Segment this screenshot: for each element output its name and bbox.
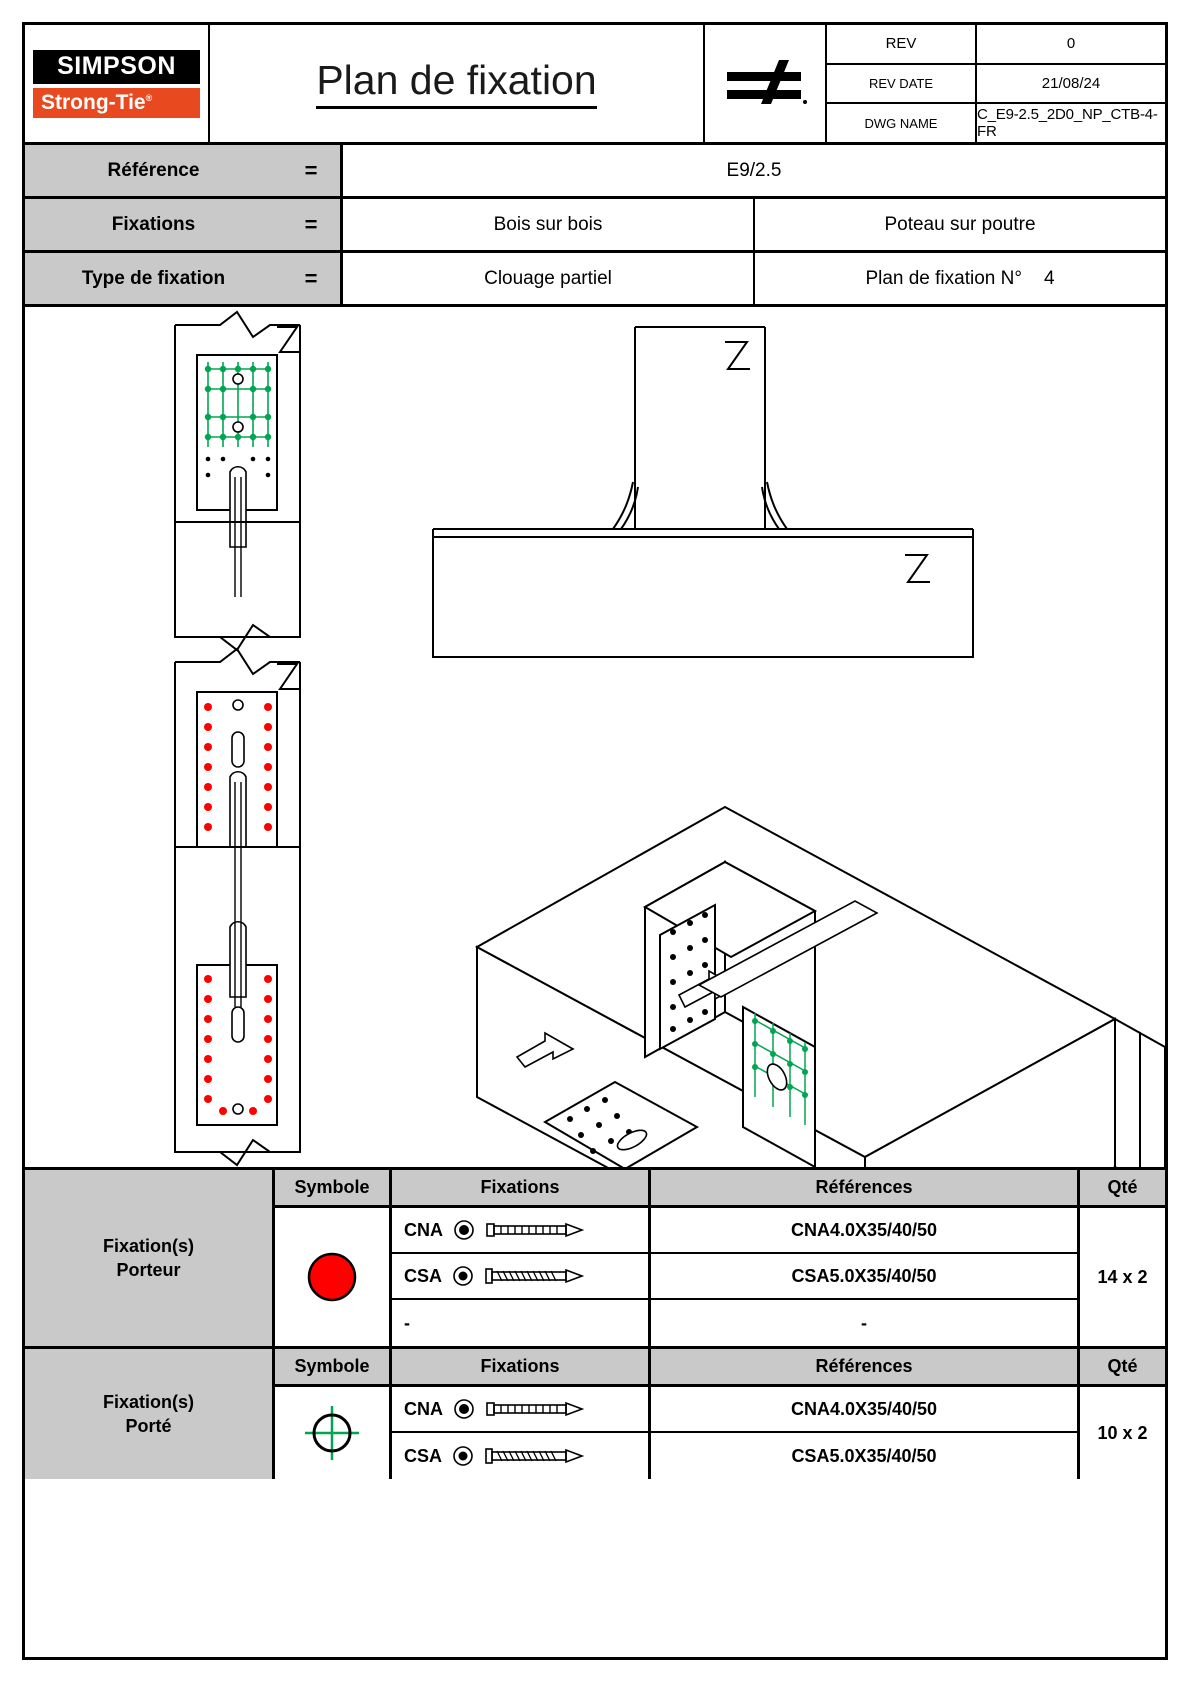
header-references: Références xyxy=(651,1170,1080,1205)
fixation-code: CSA xyxy=(404,1265,443,1286)
reference-cell: CSA5.0X35/40/50 xyxy=(651,1433,1080,1479)
type-value-1: Clouage partiel xyxy=(343,253,755,304)
plan-number-value: 4 xyxy=(1043,267,1055,289)
table-row xyxy=(392,1387,1080,1433)
type-value-2 xyxy=(755,253,1165,304)
reference-cell: CSA5.0X35/40/50 xyxy=(651,1254,1080,1298)
reference-label: Référence xyxy=(107,159,200,181)
reference-label-cell xyxy=(25,145,343,196)
dwg-name-row xyxy=(827,104,1165,142)
header-qte: Qté xyxy=(1107,1356,1138,1376)
drawing-area xyxy=(25,307,1165,1170)
rev-row xyxy=(827,25,1165,65)
rev-date-label: REV DATE xyxy=(827,65,977,103)
rev-date-value: 21/08/24 xyxy=(1041,75,1101,92)
screw-head-icon xyxy=(452,1445,474,1467)
reference-cell: CNA4.0X35/40/50 xyxy=(651,1387,1080,1431)
legend-porte-title xyxy=(25,1349,275,1479)
plan-number-label: Plan de fixation N° xyxy=(865,267,1022,289)
logo-simpson-text: SIMPSON xyxy=(33,50,200,84)
type-label: Type de fixation xyxy=(81,267,226,289)
legend-porte-header xyxy=(275,1349,1165,1387)
plate-view-bottom xyxy=(175,847,300,1165)
logo-strongtie-text: Strong-Tie® xyxy=(33,88,200,118)
revision-table xyxy=(827,25,1165,142)
fixation-code: CNA xyxy=(404,1398,443,1419)
fixations-label-cell xyxy=(25,199,343,250)
nail-icon xyxy=(485,1398,593,1420)
fixations-equals: = xyxy=(304,211,318,237)
type-equals: = xyxy=(304,265,318,291)
table-row xyxy=(392,1254,1080,1300)
brand-logo xyxy=(25,25,210,142)
header-symbole: Symbole xyxy=(275,1170,392,1205)
plate-view-top xyxy=(175,312,300,650)
front-elevation-view xyxy=(433,327,973,657)
reference-row xyxy=(25,145,1165,199)
legend-porteur-line1: Fixation(s) xyxy=(102,1235,194,1256)
nail-head-icon xyxy=(453,1398,475,1420)
type-label-cell xyxy=(25,253,343,304)
nail-head-icon xyxy=(453,1219,475,1241)
porteur-symbol-cell xyxy=(275,1208,392,1346)
porte-symbol-cell xyxy=(275,1387,392,1479)
title-block xyxy=(25,25,1165,145)
table-row xyxy=(392,1300,1080,1346)
header-references: Références xyxy=(651,1349,1080,1384)
legend-porteur-header xyxy=(275,1170,1165,1208)
rev-label: REV xyxy=(827,25,977,63)
fixations-value-2: Poteau sur poutre xyxy=(884,213,1036,235)
page-title: Plan de fixation xyxy=(316,58,596,108)
sheet-title xyxy=(210,25,705,142)
reference-value: E9/2.5 xyxy=(726,159,782,181)
fixation-code: CNA xyxy=(404,1219,443,1240)
fixations-label: Fixations xyxy=(111,213,196,235)
header-fixations: Fixations xyxy=(392,1170,651,1205)
reference-equals: = xyxy=(304,157,318,183)
technical-drawing xyxy=(25,307,1165,1167)
fixation-cell xyxy=(392,1387,651,1431)
reference-cell: CNA4.0X35/40/50 xyxy=(651,1208,1080,1252)
legend-porteur-line2: Porteur xyxy=(116,1260,181,1280)
screw-head-icon xyxy=(452,1265,474,1287)
header-fixations: Fixations xyxy=(392,1349,651,1384)
dwg-name-value: C_E9-2.5_2D0_NP_CTB-4-FR xyxy=(977,106,1158,141)
plate-view-mid xyxy=(175,649,300,867)
nail-icon xyxy=(485,1219,593,1241)
legend-porte-line1: Fixation(s) xyxy=(102,1391,194,1412)
type-row xyxy=(25,253,1165,307)
fixations-value-1: Bois sur bois xyxy=(343,199,755,250)
fixation-code: - xyxy=(404,1312,410,1333)
table-row xyxy=(392,1208,1080,1254)
legend-porteur-title xyxy=(25,1170,275,1346)
header-symbole: Symbole xyxy=(275,1349,392,1384)
not-equal-icon xyxy=(705,25,827,142)
dwg-name-label: DWG NAME xyxy=(827,104,977,142)
fixation-cell xyxy=(392,1254,651,1298)
fixations-row xyxy=(25,199,1165,253)
fixation-cell xyxy=(392,1433,651,1479)
green-crosshair-circle-icon xyxy=(301,1402,363,1464)
rev-value: 0 xyxy=(1066,35,1076,53)
porte-qty: 10 x 2 xyxy=(1097,1422,1148,1443)
table-row xyxy=(392,1433,1080,1479)
rev-date-row xyxy=(827,65,1165,105)
isometric-view xyxy=(477,807,1165,1167)
porteur-qty: 14 x 2 xyxy=(1097,1266,1148,1287)
screw-icon xyxy=(484,1445,592,1467)
screw-icon xyxy=(484,1265,592,1287)
fixation-cell xyxy=(392,1300,651,1346)
header-qte: Qté xyxy=(1107,1177,1138,1197)
legend-porte xyxy=(25,1349,1165,1479)
red-filled-circle-icon xyxy=(304,1249,360,1305)
legend-porte-line2: Porté xyxy=(125,1416,172,1436)
fixation-code: CSA xyxy=(404,1445,443,1466)
legend-porteur xyxy=(25,1170,1165,1349)
fixation-cell xyxy=(392,1208,651,1252)
drawing-sheet xyxy=(22,22,1168,1660)
reference-cell: - xyxy=(651,1300,1080,1346)
